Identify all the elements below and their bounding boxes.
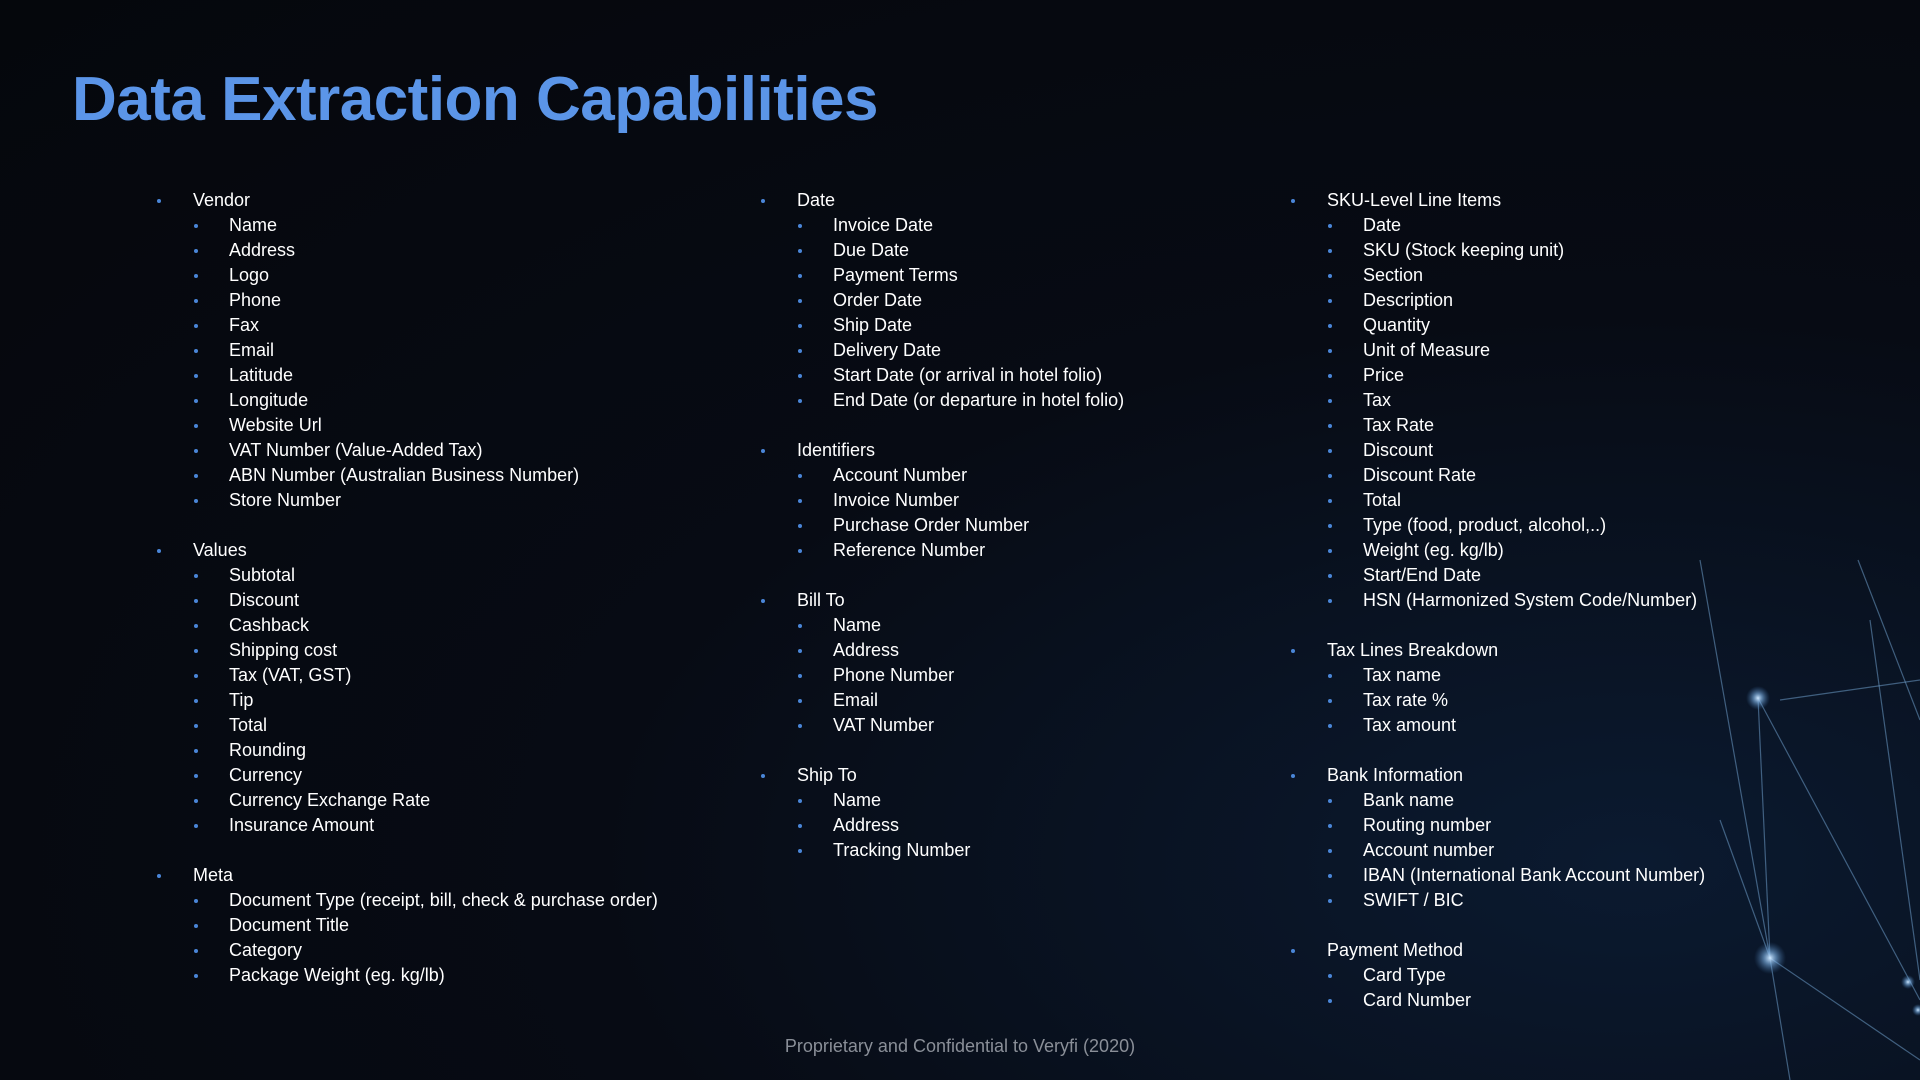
section-heading — [1290, 938, 1830, 963]
bullet-dot-icon — [798, 799, 802, 803]
list-item — [760, 613, 1260, 638]
bullet-dot-icon — [798, 399, 802, 403]
bullet-dot-icon — [1328, 424, 1332, 428]
list-item — [1290, 988, 1830, 1013]
section-heading-text: Ship To — [797, 765, 857, 785]
list-item-text: Tax amount — [1363, 715, 1457, 735]
list-item-text: Website Url — [229, 415, 322, 435]
list-item — [1290, 463, 1830, 488]
list-item — [760, 463, 1260, 488]
list-item-text: Longitude — [229, 390, 309, 410]
list-item-text: Price — [1363, 365, 1405, 385]
list-item — [1290, 213, 1830, 238]
bullet-dot-icon — [1328, 349, 1332, 353]
list-item — [760, 638, 1260, 663]
list-item-text: Document Type (receipt, bill, check & purchase order) — [229, 890, 658, 910]
list-item-text: Quantity — [1363, 315, 1431, 335]
list-item — [156, 463, 716, 488]
list-item — [1290, 888, 1830, 913]
list-item — [1290, 288, 1830, 313]
list-item-text: Reference Number — [833, 540, 986, 560]
list-item-text: Payment Terms — [833, 265, 958, 285]
list-item — [156, 913, 716, 938]
bullet-dot-icon — [1328, 249, 1332, 253]
section-heading — [760, 438, 1260, 463]
list-item — [1290, 513, 1830, 538]
bullet-dot-icon — [1328, 274, 1332, 278]
list-item-text: Currency — [229, 765, 303, 785]
list-item-text: Fax — [229, 315, 260, 335]
list-item-text: Insurance Amount — [229, 815, 375, 835]
list-item — [760, 313, 1260, 338]
bullet-section — [156, 188, 716, 513]
list-item — [760, 688, 1260, 713]
list-item — [1290, 688, 1830, 713]
list-item — [1290, 438, 1830, 463]
bullet-dot-icon — [194, 274, 198, 278]
list-item-text: Card Number — [1363, 990, 1472, 1010]
bullet-dot-icon — [1328, 324, 1332, 328]
list-item — [156, 663, 716, 688]
bullet-dot-icon — [194, 924, 198, 928]
list-item — [760, 363, 1260, 388]
list-item — [156, 363, 716, 388]
list-item-text: Cashback — [229, 615, 310, 635]
bullet-section — [1290, 938, 1830, 1013]
bullet-dot-icon — [798, 624, 802, 628]
section-heading-text: Meta — [193, 865, 234, 885]
bullet-dot-icon — [1328, 449, 1332, 453]
list-item — [156, 388, 716, 413]
list-item-text: Routing number — [1363, 815, 1492, 835]
bullet-dot-icon — [1328, 899, 1332, 903]
list-item — [1290, 563, 1830, 588]
list-item — [1290, 863, 1830, 888]
list-item-text: Invoice Number — [833, 490, 960, 510]
list-item — [156, 438, 716, 463]
list-item-text: Weight (eg. kg/lb) — [1363, 540, 1504, 560]
list-item-text: Logo — [229, 265, 270, 285]
list-item — [156, 338, 716, 363]
list-item-text: Document Title — [229, 915, 350, 935]
list-item-text: Date — [1363, 215, 1402, 235]
bullet-dot-icon — [1328, 599, 1332, 603]
bullet-dot-icon — [194, 699, 198, 703]
bullet-dot-icon — [798, 224, 802, 228]
bullet-dot-icon — [798, 474, 802, 478]
list-item-text: Type (food, product, alcohol,..) — [1363, 515, 1607, 535]
list-item — [156, 613, 716, 638]
list-item — [1290, 413, 1830, 438]
list-item — [760, 538, 1260, 563]
footer-confidential: Proprietary and Confidential to Veryfi (2020) — [784, 1036, 1136, 1056]
section-heading — [156, 863, 716, 888]
section-heading-text: Bill To — [797, 590, 845, 610]
bullet-section — [1290, 763, 1830, 913]
bullet-section — [760, 588, 1260, 738]
bullet-dot-icon — [194, 424, 198, 428]
list-item-text: IBAN (International Bank Account Number) — [1363, 865, 1706, 885]
list-item-text: Tax Rate — [1363, 415, 1435, 435]
bullet-dot-icon — [1328, 574, 1332, 578]
section-heading — [760, 763, 1260, 788]
list-item-text: VAT Number (Value-Added Tax) — [229, 440, 483, 460]
list-item — [760, 238, 1260, 263]
section-heading — [1290, 188, 1830, 213]
list-item-text: ABN Number (Australian Business Number) — [229, 465, 580, 485]
list-item-text: Address — [229, 240, 296, 260]
bullet-dot-icon — [194, 824, 198, 828]
bullet-dot-icon — [194, 624, 198, 628]
list-item — [156, 488, 716, 513]
list-item-text: Bank name — [1363, 790, 1455, 810]
bullet-dot-icon — [798, 699, 802, 703]
bullet-dot-icon — [1291, 199, 1295, 203]
list-item — [1290, 338, 1830, 363]
list-item — [156, 813, 716, 838]
list-item — [760, 713, 1260, 738]
list-item-text: Phone — [229, 290, 282, 310]
list-item-text: Tax (VAT, GST) — [229, 665, 352, 685]
list-item-text: Card Type — [1363, 965, 1446, 985]
bullet-dot-icon — [1328, 524, 1332, 528]
list-item — [156, 738, 716, 763]
section-heading — [760, 588, 1260, 613]
bullet-dot-icon — [194, 674, 198, 678]
list-item-text: Discount — [229, 590, 300, 610]
section-heading-text: SKU-Level Line Items — [1327, 190, 1502, 210]
list-item-text: Due Date — [833, 240, 910, 260]
bullet-dot-icon — [1328, 874, 1332, 878]
list-item — [1290, 813, 1830, 838]
list-item-text: Rounding — [229, 740, 307, 760]
list-item-text: Total — [1363, 490, 1402, 510]
column-1 — [156, 188, 716, 1013]
list-item — [760, 263, 1260, 288]
bullet-dot-icon — [1328, 999, 1332, 1003]
bullet-dot-icon — [798, 249, 802, 253]
section-heading — [1290, 638, 1830, 663]
list-item-text: Currency Exchange Rate — [229, 790, 431, 810]
bullet-dot-icon — [798, 499, 802, 503]
list-item-text: Purchase Order Number — [833, 515, 1030, 535]
list-item — [1290, 663, 1830, 688]
bullet-section — [1290, 638, 1830, 738]
list-item — [156, 788, 716, 813]
list-item — [156, 413, 716, 438]
section-heading-text: Vendor — [193, 190, 251, 210]
bullet-dot-icon — [798, 274, 802, 278]
list-item-text: Tax name — [1363, 665, 1442, 685]
section-heading-text: Payment Method — [1327, 940, 1464, 960]
list-item — [760, 338, 1260, 363]
list-item-text: Ship Date — [833, 315, 913, 335]
list-item — [1290, 363, 1830, 388]
bullet-dot-icon — [1291, 774, 1295, 778]
list-item — [156, 238, 716, 263]
bullet-dot-icon — [157, 199, 161, 203]
list-item-text: Order Date — [833, 290, 923, 310]
bullet-dot-icon — [798, 849, 802, 853]
bullet-dot-icon — [798, 674, 802, 678]
bullet-dot-icon — [1328, 849, 1332, 853]
bullet-dot-icon — [1291, 649, 1295, 653]
list-item — [1290, 488, 1830, 513]
list-item-text: Name — [229, 215, 278, 235]
list-item-text: End Date (or departure in hotel folio) — [833, 390, 1125, 410]
list-item-text: SKU (Stock keeping unit) — [1363, 240, 1565, 260]
bullet-dot-icon — [798, 374, 802, 378]
bullet-dot-icon — [1328, 974, 1332, 978]
bullet-dot-icon — [1328, 299, 1332, 303]
bullet-dot-icon — [194, 474, 198, 478]
bullet-dot-icon — [1328, 474, 1332, 478]
list-item — [1290, 388, 1830, 413]
list-item-text: Shipping cost — [229, 640, 338, 660]
bullet-dot-icon — [194, 299, 198, 303]
list-item — [156, 688, 716, 713]
bullet-dot-icon — [798, 349, 802, 353]
bullet-dot-icon — [798, 824, 802, 828]
list-item — [156, 763, 716, 788]
list-item-text: Invoice Date — [833, 215, 934, 235]
list-item — [1290, 838, 1830, 863]
list-item — [1290, 538, 1830, 563]
section-heading-text: Date — [797, 190, 836, 210]
bullet-dot-icon — [761, 449, 765, 453]
bullet-section — [760, 763, 1260, 863]
list-item-text: VAT Number — [833, 715, 935, 735]
list-item — [1290, 713, 1830, 738]
section-heading-text: Values — [193, 540, 247, 560]
bullet-dot-icon — [1328, 824, 1332, 828]
list-item — [156, 963, 716, 988]
bullet-dot-icon — [1328, 699, 1332, 703]
bullet-dot-icon — [194, 399, 198, 403]
list-item-text: Delivery Date — [833, 340, 942, 360]
list-item-text: Latitude — [229, 365, 294, 385]
bullet-dot-icon — [194, 249, 198, 253]
list-item — [760, 513, 1260, 538]
bullet-section — [760, 438, 1260, 563]
bullet-dot-icon — [194, 499, 198, 503]
bullet-dot-icon — [194, 899, 198, 903]
list-item — [760, 213, 1260, 238]
list-item-text: Description — [1363, 290, 1454, 310]
bullet-dot-icon — [194, 449, 198, 453]
bullet-dot-icon — [194, 324, 198, 328]
list-item-text: Tax rate % — [1363, 690, 1449, 710]
bullet-dot-icon — [798, 299, 802, 303]
list-item — [156, 313, 716, 338]
column-2 — [760, 188, 1260, 888]
section-heading — [1290, 763, 1830, 788]
list-item-text: Address — [833, 815, 900, 835]
bullet-dot-icon — [798, 549, 802, 553]
list-item-text: Subtotal — [229, 565, 296, 585]
bullet-section — [1290, 188, 1830, 613]
bullet-dot-icon — [194, 799, 198, 803]
list-item — [1290, 313, 1830, 338]
list-item — [1290, 963, 1830, 988]
bullet-dot-icon — [194, 724, 198, 728]
list-item-text: Discount — [1363, 440, 1434, 460]
bullet-dot-icon — [194, 974, 198, 978]
bullet-dot-icon — [761, 774, 765, 778]
list-item — [156, 713, 716, 738]
bullet-dot-icon — [798, 324, 802, 328]
page-title: Data Extraction Capabilities — [72, 65, 879, 134]
list-item-text: Name — [833, 615, 882, 635]
list-item-text: HSN (Harmonized System Code/Number) — [1363, 590, 1698, 610]
list-item — [156, 938, 716, 963]
bullet-dot-icon — [1328, 224, 1332, 228]
list-item — [156, 213, 716, 238]
bullet-dot-icon — [194, 774, 198, 778]
list-item — [760, 788, 1260, 813]
list-item-text: Start Date (or arrival in hotel folio) — [833, 365, 1103, 385]
list-item — [156, 263, 716, 288]
list-item — [760, 288, 1260, 313]
list-item-text: Package Weight (eg. kg/lb) — [229, 965, 445, 985]
list-item-text: Category — [229, 940, 303, 960]
bullet-dot-icon — [157, 874, 161, 878]
list-item-text: Email — [229, 340, 275, 360]
list-item-text: Name — [833, 790, 882, 810]
bullet-dot-icon — [194, 224, 198, 228]
list-item-text: Tip — [229, 690, 254, 710]
list-item — [760, 388, 1260, 413]
section-heading — [156, 538, 716, 563]
list-item — [156, 638, 716, 663]
bullet-dot-icon — [1328, 674, 1332, 678]
bullet-dot-icon — [194, 574, 198, 578]
section-heading — [156, 188, 716, 213]
bullet-dot-icon — [798, 649, 802, 653]
bullet-dot-icon — [1328, 549, 1332, 553]
list-item-text: Section — [1363, 265, 1424, 285]
list-item — [156, 288, 716, 313]
list-item-text: Store Number — [229, 490, 342, 510]
list-item-text: Tax — [1363, 390, 1392, 410]
list-item-text: SWIFT / BIC — [1363, 890, 1464, 910]
list-item — [1290, 238, 1830, 263]
bullet-dot-icon — [761, 199, 765, 203]
bullet-dot-icon — [1328, 724, 1332, 728]
bullet-dot-icon — [1328, 374, 1332, 378]
bullet-dot-icon — [194, 599, 198, 603]
bullet-dot-icon — [194, 374, 198, 378]
list-item-text: Account Number — [833, 465, 968, 485]
list-item — [760, 838, 1260, 863]
list-item — [156, 888, 716, 913]
section-heading — [760, 188, 1260, 213]
section-heading-text: Bank Information — [1327, 765, 1464, 785]
bullet-dot-icon — [761, 599, 765, 603]
list-item-text: Total — [229, 715, 268, 735]
bullet-section — [156, 538, 716, 838]
bullet-section — [760, 188, 1260, 413]
bullet-dot-icon — [1328, 499, 1332, 503]
list-item-text: Unit of Measure — [1363, 340, 1491, 360]
list-item — [1290, 788, 1830, 813]
list-item — [760, 813, 1260, 838]
bullet-dot-icon — [194, 749, 198, 753]
list-item-text: Start/End Date — [1363, 565, 1482, 585]
bullet-dot-icon — [194, 949, 198, 953]
list-item-text: Discount Rate — [1363, 465, 1477, 485]
bullet-dot-icon — [1328, 799, 1332, 803]
bullet-section — [156, 863, 716, 988]
bullet-dot-icon — [1328, 399, 1332, 403]
bullet-dot-icon — [194, 649, 198, 653]
list-item-text: Email — [833, 690, 879, 710]
list-item — [1290, 588, 1830, 613]
list-item — [760, 488, 1260, 513]
list-item-text: Address — [833, 640, 900, 660]
column-3 — [1290, 188, 1830, 1038]
list-item-text: Tracking Number — [833, 840, 971, 860]
bullet-dot-icon — [194, 349, 198, 353]
list-item-text: Phone Number — [833, 665, 955, 685]
list-item-text: Account number — [1363, 840, 1495, 860]
bullet-dot-icon — [798, 524, 802, 528]
list-item — [1290, 263, 1830, 288]
section-heading-text: Tax Lines Breakdown — [1327, 640, 1499, 660]
list-item — [156, 563, 716, 588]
bullet-dot-icon — [157, 549, 161, 553]
section-heading-text: Identifiers — [797, 440, 876, 460]
list-item — [760, 663, 1260, 688]
bullet-dot-icon — [798, 724, 802, 728]
bullet-dot-icon — [1291, 949, 1295, 953]
list-item — [156, 588, 716, 613]
